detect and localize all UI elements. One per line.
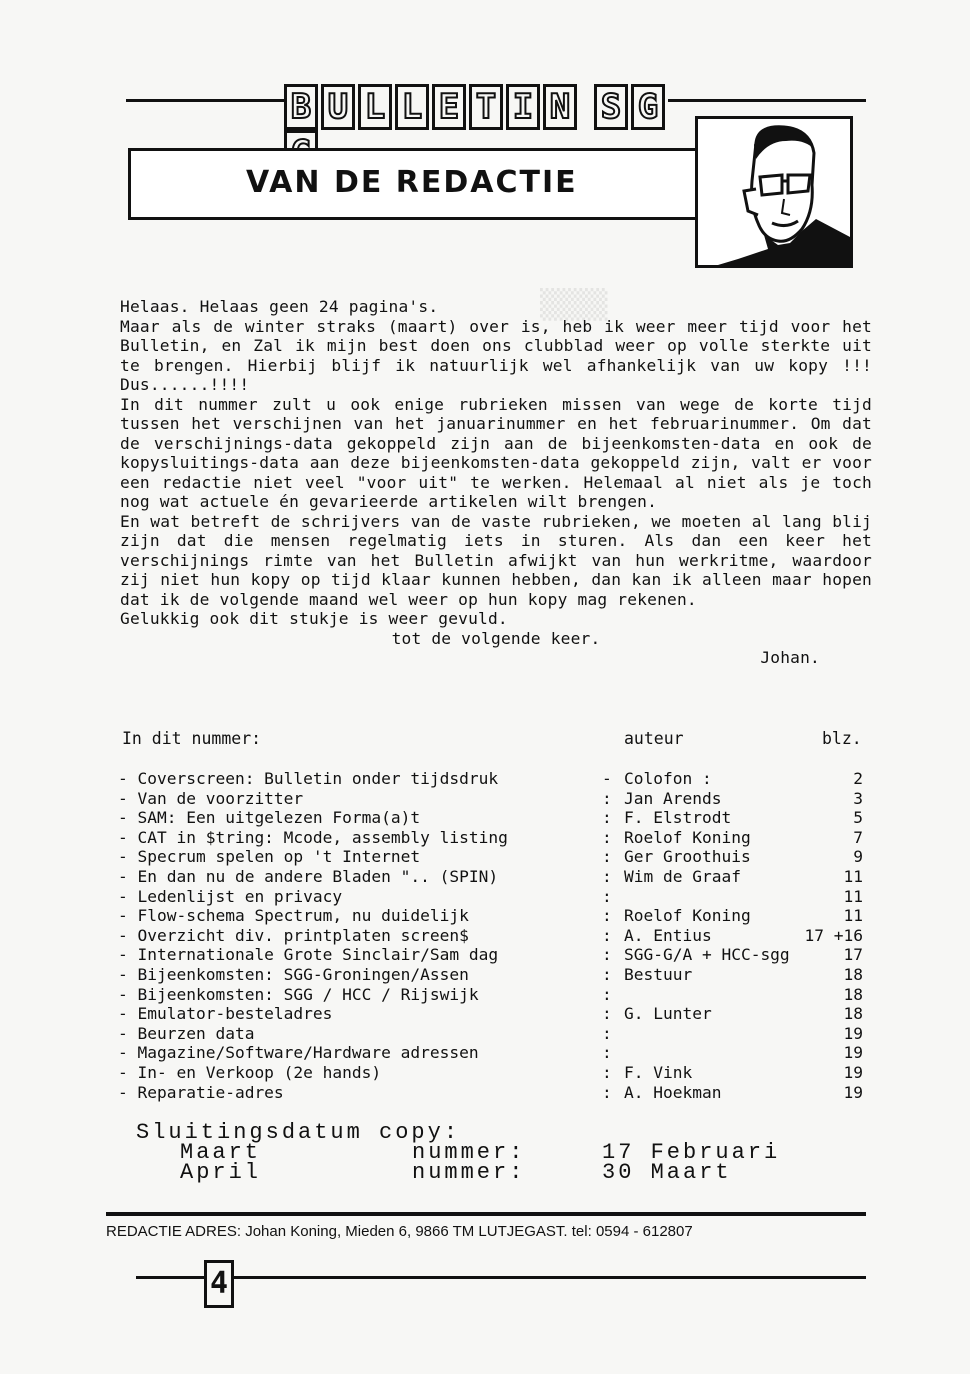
toc-author: Roelof Koning (624, 827, 751, 847)
masthead-letter: T (469, 84, 503, 130)
toc-page: 17 +16 (804, 925, 863, 945)
toc-separator: : (602, 906, 612, 926)
deadline-label: nummer: (412, 1160, 526, 1185)
masthead-letter: B (284, 84, 318, 130)
toc-title: - Flow-schema Spectrum, nu duidelijk (118, 906, 469, 926)
toc-separator: : (602, 847, 612, 867)
deadline-label: nummer: (412, 1140, 526, 1165)
toc-author: Roelof Koning (624, 906, 751, 926)
intro-line-5: Gelukkig ook dit stukje is weer gevuld. (120, 609, 508, 628)
toc-page: 11 (843, 866, 863, 886)
toc-separator: : (602, 1023, 612, 1043)
closing-line: tot de volgende keer. (391, 628, 601, 648)
masthead-letter: N (543, 84, 577, 130)
toc-title: - CAT in $tring: Mcode, assembly listing (118, 827, 508, 847)
masthead-letter: L (358, 84, 392, 130)
toc-row (118, 965, 863, 985)
toc-row (118, 887, 863, 907)
toc-row (118, 867, 863, 887)
toc-row (118, 769, 863, 789)
toc-author: A. Hoekman (624, 1082, 722, 1102)
masthead-letter: E (432, 84, 466, 130)
toc-title: - Bijeenkomsten: SGG / HCC / Rijswijk (118, 984, 479, 1004)
toc-separator: : (602, 925, 612, 945)
toc-separator: : (602, 1062, 612, 1082)
section-title: VAN DE REDACTIE (246, 165, 578, 200)
editorial-address: REDACTIE ADRES: Johan Koning, Mieden 6, 9866 TM LUTJEGAST. tel: 0594 - 612807 (106, 1223, 693, 1240)
toc-row (118, 926, 863, 946)
toc-row (118, 847, 863, 867)
toc-title: - Ledenlijst en privacy (118, 886, 343, 906)
toc-author-heading: auteur (624, 729, 684, 748)
deadline-month: April (180, 1160, 262, 1185)
deadline-date: 17 Februari (602, 1140, 781, 1165)
toc-title: - En dan nu de andere Bladen ".. (SPIN) (118, 866, 499, 886)
bottom-rule (136, 1276, 866, 1279)
editorial-text (120, 297, 872, 668)
toc-page: 19 (843, 1043, 863, 1063)
toc-page: 2 (853, 769, 863, 788)
toc-author: A. Entius (624, 925, 712, 945)
masthead-letter: U (321, 84, 355, 130)
signature: Johan. (760, 648, 820, 667)
toc-row (118, 1024, 863, 1044)
show-through-text: ▒▒▒▒ (540, 288, 608, 321)
toc-author: Wim de Graaf (624, 866, 741, 886)
toc-separator: : (602, 886, 612, 906)
portrait-drawing (698, 119, 850, 265)
toc-separator: : (602, 788, 612, 808)
toc-title: - Magazine/Software/Hardware adressen (118, 1043, 479, 1063)
toc-title: - SAM: Een uitgelezen Forma(a)t (118, 808, 421, 828)
masthead-letter: S (594, 84, 628, 130)
toc-separator: - (602, 769, 612, 788)
toc-page: 9 (853, 847, 863, 867)
deadline-month: Maart (180, 1140, 262, 1165)
toc-row (118, 808, 863, 828)
toc-author: Bestuur (624, 964, 693, 984)
toc-page: 19 (843, 1023, 863, 1043)
toc-row (118, 828, 863, 848)
intro-line-4: En wat betreft de schrijvers van de vaste rubrieken, we moeten al lang blij zijn dat die mensen regelmatig iets in sturen. Als dan een keer het verschijnings rimte van het Bulletin afwijkt van hun werkritme, waardoor zij niet hun kopy op tijd klaar kunnen hebben, dan kan ik alleen maar hopen dat ik de volgende maand wel weer op hun kopy mag rekenen. (120, 511, 872, 609)
toc-separator: : (602, 1043, 612, 1063)
toc-title: - In- en Verkoop (2e hands) (118, 1062, 382, 1082)
toc-separator: : (602, 964, 612, 984)
intro-line-1: Helaas. Helaas geen 24 pagina's. (120, 297, 439, 316)
toc-separator: : (602, 808, 612, 828)
toc-title: - Van de voorzitter (118, 788, 304, 808)
toc-row (118, 1004, 863, 1024)
masthead-letter: L (395, 84, 429, 130)
toc-row (118, 945, 863, 965)
toc-title: - Emulator-besteladres (118, 1004, 333, 1024)
toc-author: Jan Arends (624, 788, 722, 808)
toc-row (118, 1043, 863, 1063)
footer-rule (106, 1212, 866, 1216)
toc-row (118, 1083, 863, 1103)
toc-page: 19 (843, 1082, 863, 1102)
deadline-date: 30 Maart (602, 1160, 732, 1185)
toc-page: 19 (843, 1062, 863, 1082)
masthead-letter: I (506, 84, 540, 130)
toc-author: F. Elstrodt (624, 808, 732, 828)
page-number: 4 (204, 1260, 234, 1308)
toc-title: - Beurzen data (118, 1023, 255, 1043)
intro-line-3: In dit nummer zult u ook enige rubrieken missen van wege de korte tijd tussen het verschijnen van het januarinummer en het februarinummer. Om dat de verschijnings-data gekoppeld zijn aan de bijeenkomsten-data en ook de kopysluitings-data aan deze bijeenkomsten-data gekoppeld zijn, valt er voor een redactie niet veel "voor uit" te werken. Helemaal al niet als je toch nog wat actuele én gevarieerde artikelen wilt brengen. (120, 394, 872, 511)
toc-title: - Specrum spelen op 't Internet (118, 847, 421, 867)
toc-page: 5 (853, 808, 863, 828)
toc-row (118, 985, 863, 1005)
table-of-contents (118, 769, 863, 1102)
toc-page: 11 (843, 906, 863, 926)
toc-page: 11 (843, 886, 863, 906)
intro-line-2: Maar als de winter straks (maart) over is, heb ik weer meer tijd voor het Bulletin, en Zal ik mijn best doen ons clubblad weer op volle sterkte uit te brengen. Hierbij blijf ik natuurlijk wel afhankelijk van uw kopy !!! Dus......!!!! (120, 316, 872, 394)
toc-separator: : (602, 984, 612, 1004)
toc-separator: : (602, 945, 612, 965)
toc-author: F. Vink (624, 1062, 693, 1082)
masthead (284, 84, 668, 136)
toc-separator: : (602, 1004, 612, 1024)
toc-page: 3 (853, 788, 863, 808)
toc-author: Colofon : (624, 769, 712, 788)
toc-row (118, 1063, 863, 1083)
toc-title: - Internationale Grote Sinclair/Sam dag (118, 945, 499, 965)
toc-page-heading: blz. (822, 729, 862, 748)
toc-title: - Bijeenkomsten: SGG-Groningen/Assen (118, 964, 469, 984)
toc-author: Ger Groothuis (624, 847, 751, 867)
toc-title: - Coverscreen: Bulletin onder tijdsdruk (118, 769, 499, 788)
toc-separator: : (602, 1082, 612, 1102)
toc-page: 17 (843, 945, 863, 965)
masthead-letter: G (631, 84, 665, 130)
deadline-title: Sluitingsdatum copy: (136, 1120, 461, 1145)
toc-row (118, 906, 863, 926)
toc-title: - Overzicht div. printplaten screen$ (118, 925, 469, 945)
toc-title: - Reparatie-adres (118, 1082, 284, 1102)
toc-page: 18 (843, 1004, 863, 1024)
toc-author: G. Lunter (624, 1004, 712, 1024)
toc-page: 18 (843, 984, 863, 1004)
toc-heading: In dit nummer: (122, 729, 262, 748)
toc-page: 18 (843, 964, 863, 984)
toc-row (118, 789, 863, 809)
toc-separator: : (602, 866, 612, 886)
toc-separator: : (602, 827, 612, 847)
editor-portrait (695, 116, 853, 268)
toc-page: 7 (853, 827, 863, 847)
toc-author: SGG-G/A + HCC-sgg (624, 945, 790, 965)
